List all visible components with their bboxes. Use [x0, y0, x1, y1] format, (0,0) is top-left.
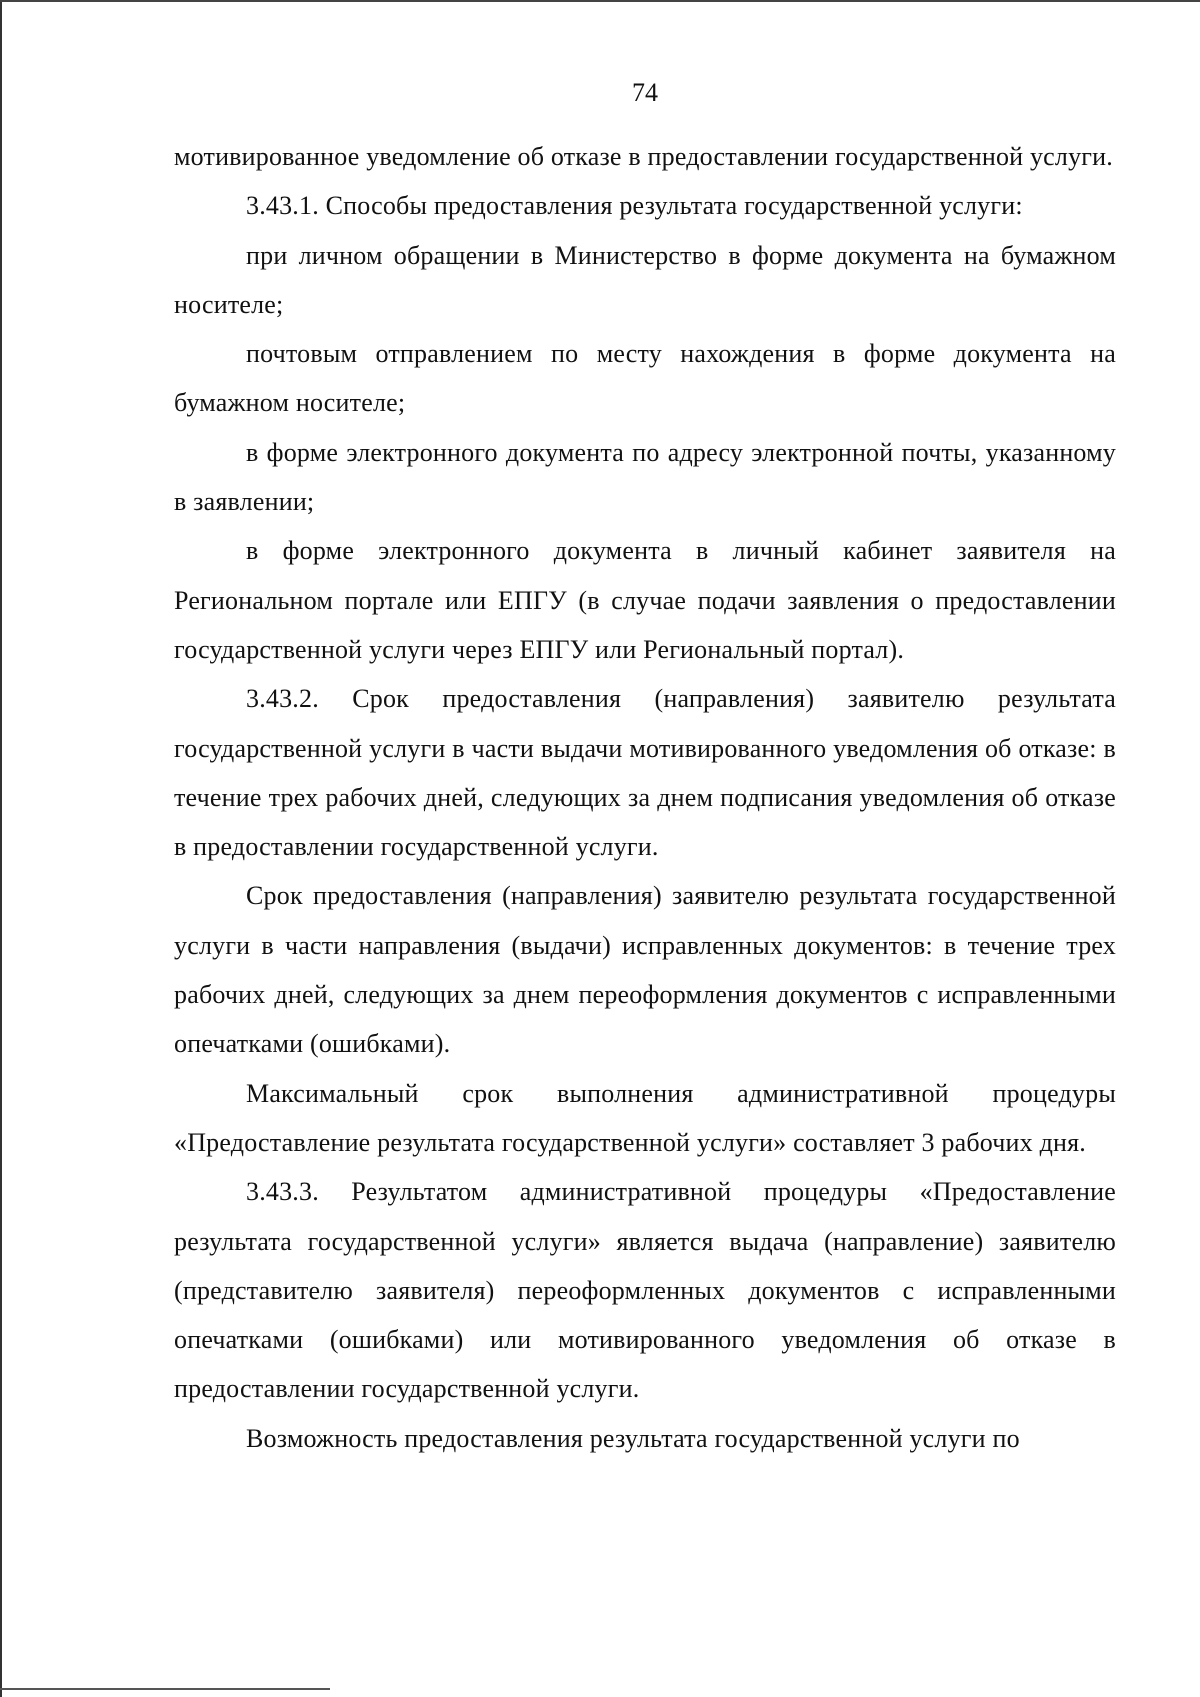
paragraph-personal-visit: при личном обращении в Министерство в форме документа на бумажном носителе; [174, 240, 1116, 319]
page-number: 74 [632, 78, 658, 107]
document-body [174, 132, 1116, 1463]
paragraph-3-43-2: 3.43.2. Срок предоставления (направления) заявителю результата государственной услуги в части выдачи мотивированного уведомления об отказе: в течение трех рабочих дней, следующих за днем подписания уведомления об отказе в предоставлении государственной услуги. [174, 684, 1116, 862]
paragraph-max-term: Максимальный срок выполнения административной процедуры «Предоставление результата государственной услуги» составляет 3 рабочих дня. [174, 1078, 1116, 1157]
paragraph-3-43-1: 3.43.1. Способы предоставления результата государственной услуги: [246, 191, 1023, 221]
paragraph-3-43-3: 3.43.3. Результатом административной процедуры «Предоставление результата государственной услуги» является выдача (направление) заявителю (представителю заявителя) переоформленных документов с исправленными опечатками (ошибками) или мотивированного уведомления об отказе в предоставлении государственной услуги. [174, 1177, 1116, 1404]
paragraph-continuation: мотивированное уведомление об отказе в предоставлении государственной услуги. [174, 142, 1113, 171]
paragraph-corrected-docs-term: Срок предоставления (направления) заявителю результата государственной услуги в части направления (выдачи) исправленных документов: в течение трех рабочих дней, следующих за днем переоформления документов с исправленными опечатками (ошибками). [174, 881, 1116, 1059]
paragraph-postal: почтовым отправлением по месту нахождения в форме документа на бумажном носителе; [174, 339, 1116, 418]
paragraph-personal-account: в форме электронного документа в личный кабинет заявителя на Региональном портале или ЕПГУ (в случае подачи заявления о предоставлении государственной услуги через ЕПГУ или Региональный портал). [174, 536, 1116, 664]
page-border-top [0, 0, 1200, 2]
page-border-left [0, 0, 2, 1697]
paragraph-possibility: Возможность предоставления результата государственной услуги по [246, 1423, 1020, 1453]
bottom-scan-line [0, 1688, 330, 1690]
paragraph-email: в форме электронного документа по адресу электронной почты, указанному в заявлении; [174, 437, 1116, 517]
